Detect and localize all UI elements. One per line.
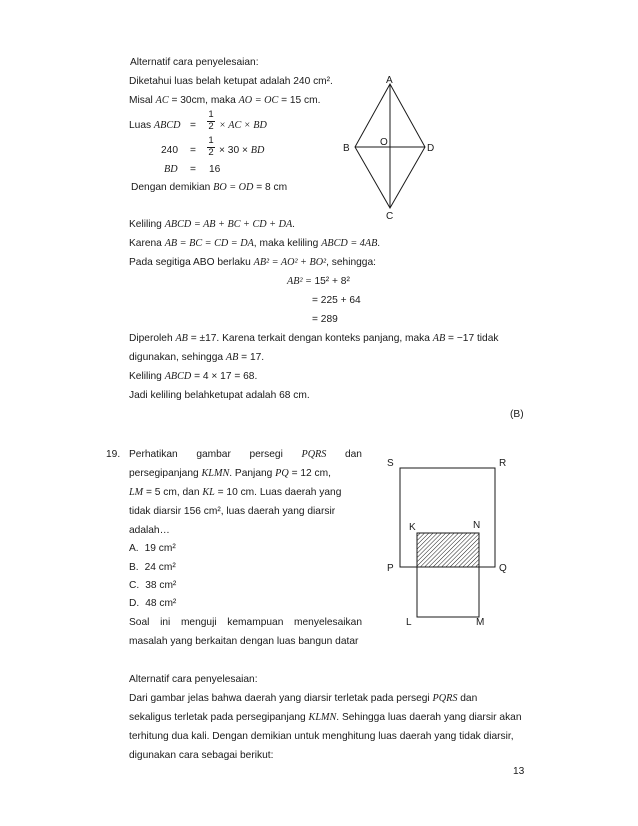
answer-key: (B) [510,409,524,420]
vertex-label-d: D [427,143,435,154]
note-word: Soal [129,617,150,628]
keliling-definition: Keliling ABCD = AB + BC + CD + DA. [129,219,296,230]
square-rectangle-figure [380,450,520,630]
conclusion-statement: Dengan demikian BO = OD = 8 cm [131,182,288,193]
question-line-2: persegipanjang KLMN. Panjang PQ = 12 cm, [129,468,331,479]
question-line-5: adalah… [129,525,170,536]
center-label-o: O [380,137,388,148]
calc-line-1: AB² = 15² + 8² [287,276,350,287]
solution-heading: Alternatif cara penyelesaian: [130,57,259,68]
note-line-2: masalah yang berkaitan dengan luas bangun datar [129,636,359,647]
karena-statement: Karena AB = BC = CD = DA, maka keliling ABCD = 4AB. [129,238,381,249]
solution-2-line-2: sekaligus terletak pada persegipanjang KLMN. Sehingga luas daerah yang diarsir akan [129,712,522,723]
vertex-label-s: S [387,458,394,469]
note-word: kemampuan [227,617,284,628]
bd-value: 16 [209,164,221,175]
note-word: ini [160,617,171,628]
page-number: 13 [513,766,525,777]
pythagoras-statement: Pada segitiga ABO berlaku AB² = AO² + BO², sehingga: [129,257,376,268]
equation-rhs: × 30 × BD [219,145,265,156]
option-d: D. 48 cm² [129,598,177,609]
calc-line-3: = 289 [312,314,338,325]
vertex-label-a: A [386,75,393,86]
question-line-3: LM = 5 cm, dan KL = 10 cm. Luas daerah yang [129,487,342,498]
option-c: C. 38 cm² [129,580,177,591]
equals-sign: = [190,120,196,131]
vertex-label-l: L [406,617,412,628]
used-statement: digunakan, sehingga AB = 17. [129,352,265,363]
note-line-1 [129,617,362,629]
vertex-label-n: N [473,520,481,531]
suppose-statement: Misal AC = 30cm, maka AO = OC = 15 cm. [129,95,321,106]
vertex-label-b: B [343,143,350,154]
vertex-label-r: R [499,458,507,469]
vertex-label-q: Q [499,563,507,574]
obtain-statement: Diperoleh AB = ±17. Karena terkait dengan konteks panjang, maka AB = −17 tidak [129,333,499,344]
shaded-region [417,533,479,567]
calc-line-2: = 225 + 64 [312,295,361,306]
bd-lhs: BD [164,164,178,175]
question-line-1: Perhatikan gambar persegi PQRS dan [129,449,362,460]
solution-heading-2: Alternatif cara penyelesaian: [129,674,258,685]
final-answer: Jadi keliling belahketupat adalah 68 cm. [129,390,310,401]
rhombus-figure [340,72,440,222]
vertex-label-c: C [386,211,394,222]
option-a: A. 19 cm² [129,543,176,554]
note-word: menguji [180,617,217,628]
note-word: menyelesaikan [294,617,362,628]
given-statement: Diketahui luas belah ketupat adalah 240 cm². [129,76,333,87]
solution-2-line-3: terhitung dua kali. Dengan demikian untuk menghitung luas daerah yang tidak diarsir, [129,731,514,742]
vertex-label-k: K [409,522,416,533]
vertex-label-p: P [387,563,394,574]
fraction-half: 1 2 [208,109,214,132]
equals-sign: = [190,145,196,156]
keliling-result: Keliling ABCD = 4 × 17 = 68. [129,371,258,382]
equals-sign: = [190,164,196,175]
option-b: B. 24 cm² [129,562,176,573]
solution-2-line-4: digunakan cara sebagai berikut: [129,750,274,761]
fraction-half: 1 2 [208,135,214,158]
solution-2-line-1: Dari gambar jelas bahwa daerah yang diarsir terletak pada persegi PQRS dan [129,693,478,704]
luas-label: Luas ABCD [129,120,181,131]
luas-formula: × AC × BD [219,120,267,131]
question-line-4: tidak diarsir 156 cm², luas daerah yang diarsir [129,506,336,517]
equation-lhs: 240 [161,145,178,156]
vertex-label-m: M [476,617,485,628]
question-number: 19. [106,449,121,460]
